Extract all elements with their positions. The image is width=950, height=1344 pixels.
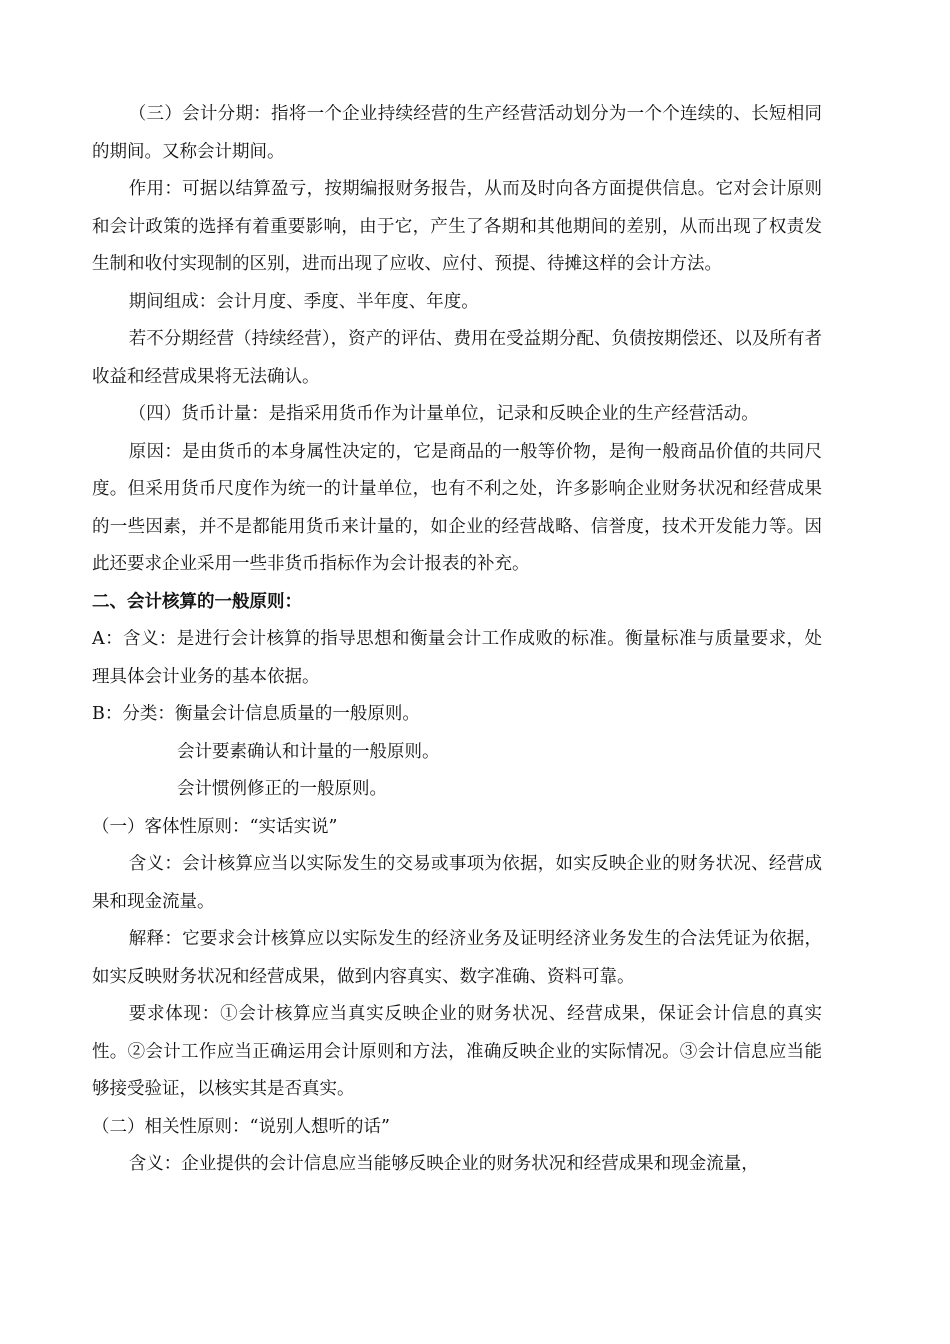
- paragraph-objectivity-explanation: 解释：它要求会计核算应以实际发生的经济业务及证明经济业务发生的合法凭证为依据，如实反映财务状况和经营成果，做到内容真实、数字准确、资料可靠。: [92, 929, 822, 987]
- subheading-relevance-principle: （二）相关性原则：“说别人想听的话”: [92, 1116, 390, 1137]
- paragraph-period-composition: 期间组成：会计月度、季度、半年度、年度。: [128, 291, 479, 312]
- paragraph-monetary-measurement: （四）货币计量：是指采用货币作为计量单位，记录和反映企业的生产经营活动。: [128, 404, 759, 424]
- paragraph-period-function: 作用：可据以结算盈亏，按期编报财务报告，从而及时向各方面提供信息。它对会计原则和会计政策的选择有着重要影响，由于它，产生了各期和其他期间的差别，从而出现了权责发生制和收付实现制的区别，进而出现了应收、应付、预提、待摊这样的会计方法。: [92, 179, 822, 274]
- paragraph-accounting-period: （三）会计分期：指将一个企业持续经营的生产经营活动划分为一个个连续的、长短相同的期间。又称会计期间。: [92, 104, 822, 162]
- paragraph-relevance-meaning: 含义：企业提供的会计信息应当能够反映企业的财务状况和经营成果和现金流量，: [128, 1154, 759, 1174]
- document-body: [92, 96, 822, 1184]
- paragraph-meaning-a: A：含义：是进行会计核算的指导思想和衡量会计工作成败的标准。衡量标准与质量要求，处理具体会计业务的基本依据。: [92, 629, 822, 687]
- section-heading-general-principles: 二、会计核算的一般原则：: [92, 591, 302, 612]
- paragraph-classification-item-3: 会计惯例修正的一般原则。: [177, 779, 387, 799]
- paragraph-no-period: 若不分期经营（持续经营），资产的评估、费用在受益期分配、负债按期偿还、以及所有者收益和经营成果将无法确认。: [92, 329, 822, 387]
- paragraph-objectivity-meaning: 含义：会计核算应当以实际发生的交易或事项为依据，如实反映企业的财务状况、经营成果和现金流量。: [92, 854, 822, 912]
- paragraph-objectivity-requirements: 要求体现：①会计核算应当真实反映企业的财务状况、经营成果，保证会计信息的真实性。②会计工作应当正确运用会计原则和方法，准确反映企业的实际情况。③会计信息应当能够接受验证，以核实其是否真实。: [92, 1004, 822, 1099]
- paragraph-monetary-reason: 原因：是由货币的本身属性决定的，它是商品的一般等价物，是徇一般商品价值的共同尺度。但采用货币尺度作为统一的计量单位，也有不利之处，许多影响企业财务状况和经营成果的一些因素，并不是都能用货币来计量的，如企业的经营战略、信誉度，技术开发能力等。因此还要求企业采用一些非货币指标作为会计报表的补充。: [92, 441, 822, 574]
- paragraph-classification-item-2: 会计要素确认和计量的一般原则。: [177, 741, 440, 762]
- subheading-objectivity-principle: （一）客体性原则：“实话实说”: [92, 816, 338, 837]
- paragraph-classification-b: B：分类：衡量会计信息质量的一般原则。: [92, 704, 420, 724]
